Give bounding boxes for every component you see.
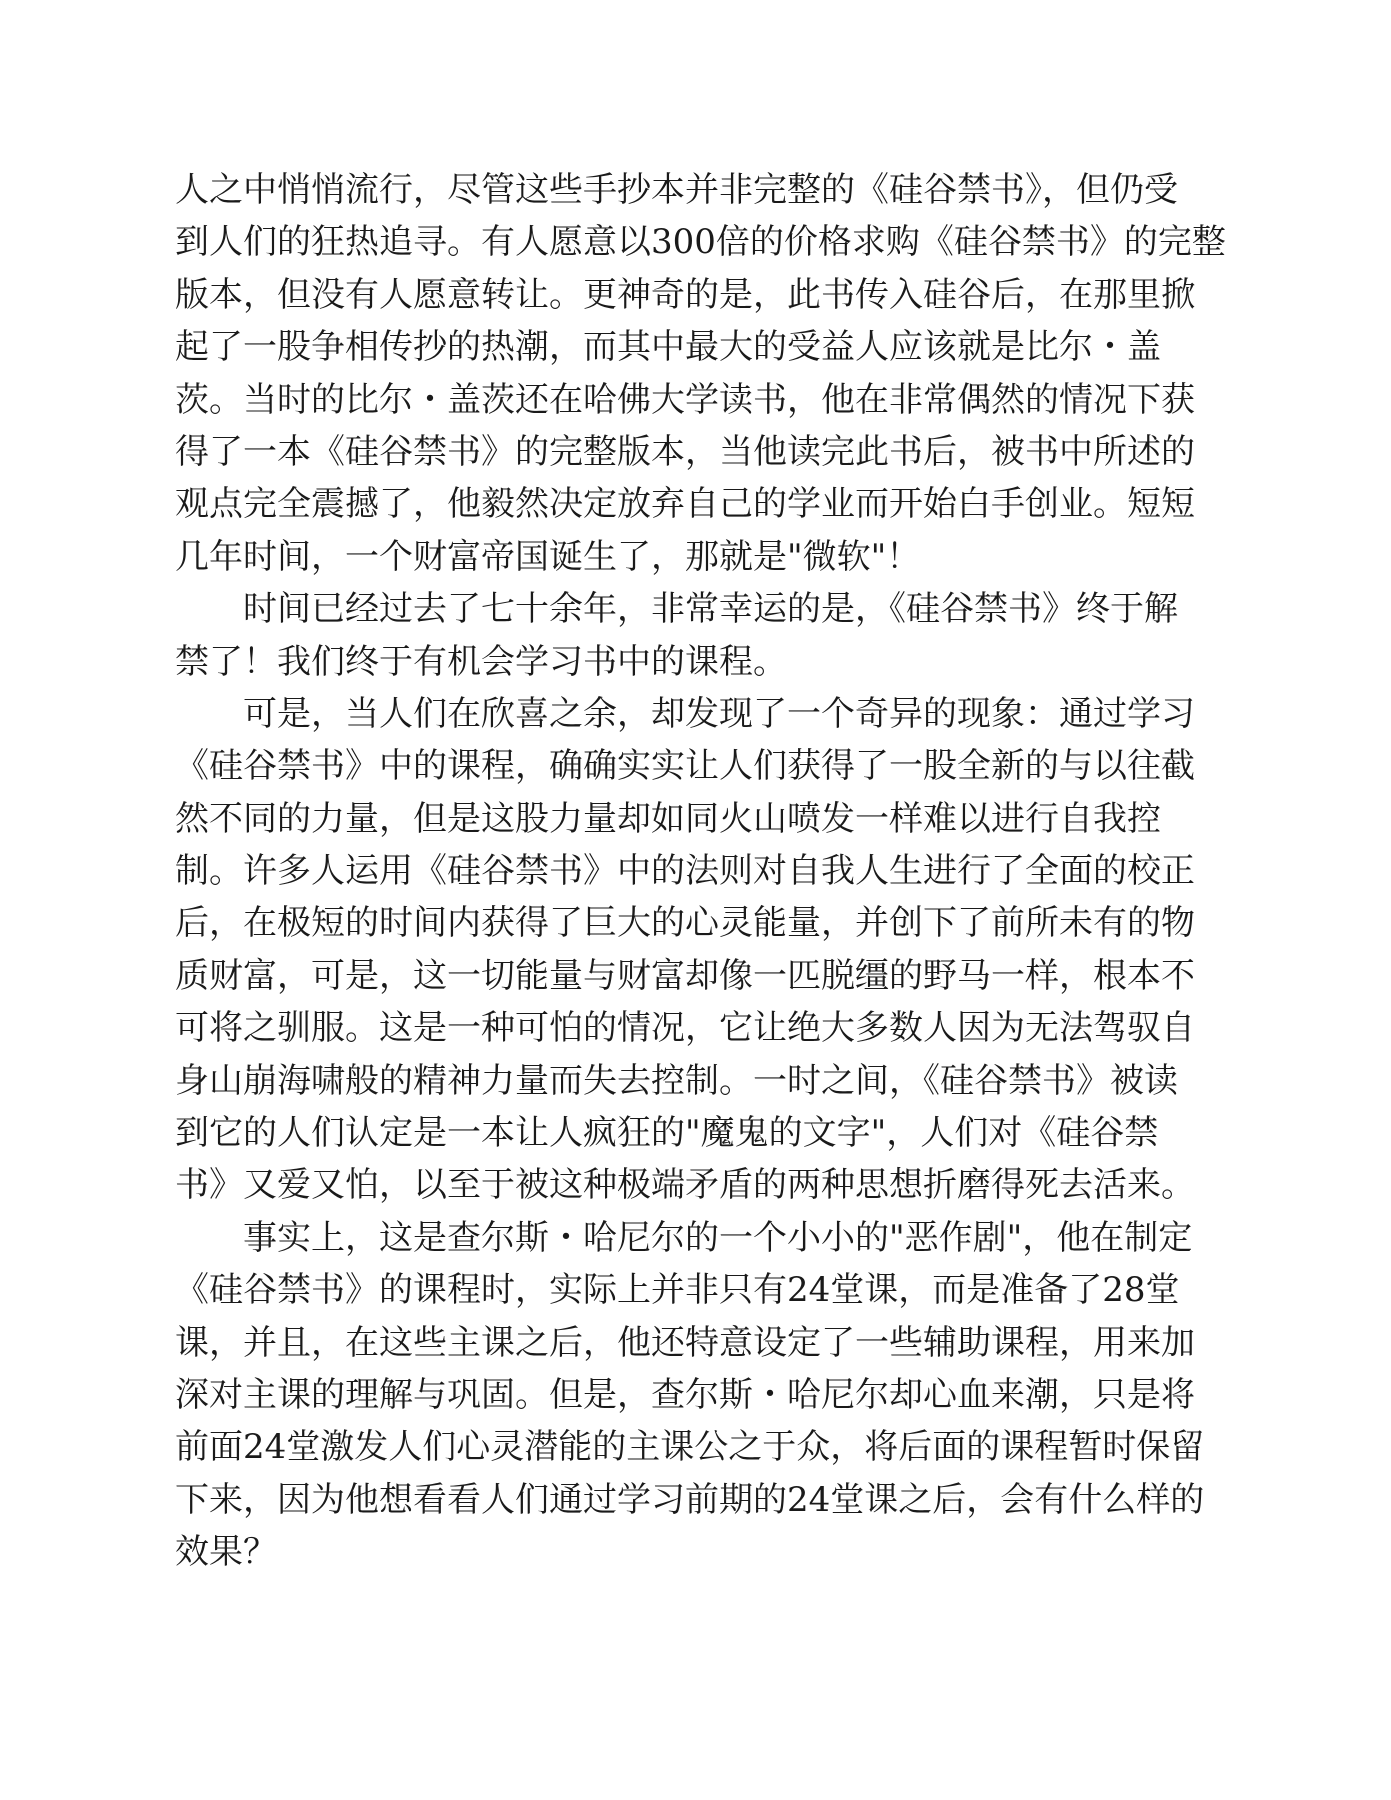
text-line: 得了一本《硅谷禁书》的完整版本，当他读完此书后，被书中所述的 bbox=[175, 431, 1195, 472]
text-line: 版本，但没有人愿意转让。更神奇的是，此书传入硅谷后，在那里掀 bbox=[175, 274, 1195, 315]
text-line: 后，在极短的时间内获得了巨大的心灵能量，并创下了前所未有的物 bbox=[175, 903, 1195, 944]
text-line: 观点完全震撼了，他毅然决定放弃自己的学业而开始白手创业。短短 bbox=[175, 484, 1195, 525]
text-line: 书》又爱又怕，以至于被这种极端矛盾的两种思想折磨得死去活来。 bbox=[175, 1165, 1195, 1206]
document-body bbox=[175, 164, 1226, 1579]
text-line: 课，并且，在这些主课之后，他还特意设定了一些辅助课程，用来加 bbox=[175, 1322, 1195, 1363]
text-line: 茨。当时的比尔・盖茨还在哈佛大学读书，他在非常偶然的情况下获 bbox=[175, 379, 1195, 420]
text-line: 到它的人们认定是一本让人疯狂的"魔鬼的文字"，人们对《硅谷禁 bbox=[175, 1113, 1159, 1154]
text-line: 深对主课的理解与巩固。但是，查尔斯・哈尼尔却心血来潮，只是将 bbox=[175, 1374, 1195, 1415]
text-line: 起了一股争相传抄的热潮，而其中最大的受益人应该就是比尔・盖 bbox=[175, 327, 1161, 368]
paragraph-first-line: 可是，当人们在欣喜之余，却发现了一个奇异的现象：通过学习 bbox=[243, 693, 1195, 734]
paragraph-first-line: 时间已经过去了七十余年，非常幸运的是，《硅谷禁书》终于解 bbox=[243, 589, 1178, 630]
text-line: 禁了！我们终于有机会学习书中的课程。 bbox=[175, 641, 787, 682]
text-line: 质财富，可是，这一切能量与财富却像一匹脱缰的野马一样，根本不 bbox=[175, 955, 1195, 996]
text-line: 可将之驯服。这是一种可怕的情况，它让绝大多数人因为无法驾驭自 bbox=[175, 1008, 1195, 1049]
text-line: 制。许多人运用《硅谷禁书》中的法则对自我人生进行了全面的校正 bbox=[175, 851, 1195, 892]
text-line: 身山崩海啸般的精神力量而失去控制。一时之间，《硅谷禁书》被读 bbox=[175, 1060, 1178, 1101]
text-line: 几年时间，一个财富帝国诞生了，那就是"微软"！ bbox=[175, 536, 921, 577]
text-line: 《硅谷禁书》的课程时，实际上并非只有24堂课，而是准备了28堂 bbox=[175, 1270, 1180, 1311]
text-line: 然不同的力量，但是这股力量却如同火山喷发一样难以进行自我控 bbox=[175, 798, 1161, 839]
text-line: 人之中悄悄流行，尽管这些手抄本并非完整的《硅谷禁书》，但仍受 bbox=[175, 170, 1178, 210]
text-line: 效果？ bbox=[175, 1532, 277, 1573]
paragraph-first-line: 事实上，这是查尔斯・哈尼尔的一个小小的"恶作剧"，他在制定 bbox=[243, 1217, 1193, 1258]
text-line: 下来，因为他想看看人们通过学习前期的24堂课之后，会有什么样的 bbox=[175, 1479, 1205, 1520]
text-line: 前面24堂激发人们心灵潜能的主课公之于众，将后面的课程暂时保留 bbox=[175, 1427, 1205, 1468]
text-line: 到人们的狂热追寻。有人愿意以300倍的价格求购《硅谷禁书》的完整 bbox=[175, 222, 1226, 263]
text-line: 《硅谷禁书》中的课程，确确实实让人们获得了一股全新的与以往截 bbox=[175, 746, 1195, 787]
